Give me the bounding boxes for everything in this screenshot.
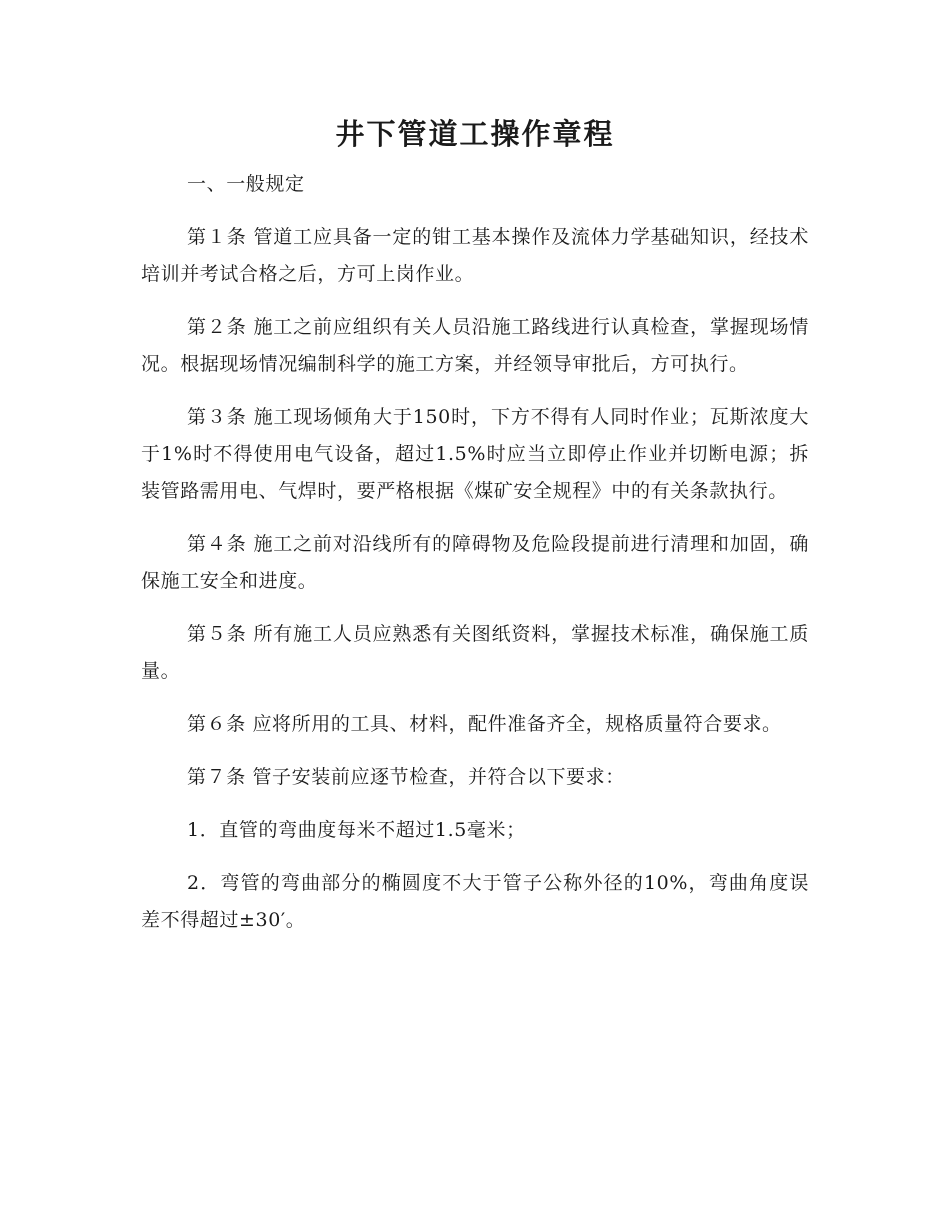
article-7-paragraph: 第７条 管子安装前应逐节检查，并符合以下要求：	[187, 766, 625, 788]
requirement-item-2: 2．弯管的弯曲部分的椭圆度不大于管子公称外径的10%，弯曲角度误差不得超过±30′。	[141, 872, 809, 931]
article-5-paragraph: 第５条 所有施工人员应熟悉有关图纸资料，掌握技术标准，确保施工质量。	[141, 623, 809, 682]
article-4-paragraph: 第４条 施工之前对沿线所有的障碍物及危险段提前进行清理和加固，确保施工安全和进度。	[141, 533, 809, 592]
document-title: 井下管道工操作章程	[335, 117, 615, 151]
article-3-paragraph: 第３条 施工现场倾角大于150时，下方不得有人同时作业；瓦斯浓度大于1%时不得使用电气设备，超过1.5%时应当立即停止作业并切断电源；拆装管路需用电、气焊时，要严格根据《煤矿安全规程》中的有关条款执行。	[141, 406, 809, 502]
document-body	[141, 166, 809, 955]
article-2-paragraph: 第２条 施工之前应组织有关人员沿施工路线进行认真检查，掌握现场情况。根据现场情况编制科学的施工方案，并经领导审批后，方可执行。	[141, 316, 809, 375]
article-1-paragraph: 第１条 管道工应具备一定的钳工基本操作及流体力学基础知识，经技术培训并考试合格之后，方可上岗作业。	[141, 226, 809, 285]
requirement-item-1: 1．直管的弯曲度每米不超过1.5毫米；	[187, 819, 526, 841]
section-heading: 一、一般规定	[187, 173, 305, 195]
article-6-paragraph: 第６条 应将所用的工具、材料，配件准备齐全，规格质量符合要求。	[187, 713, 782, 735]
